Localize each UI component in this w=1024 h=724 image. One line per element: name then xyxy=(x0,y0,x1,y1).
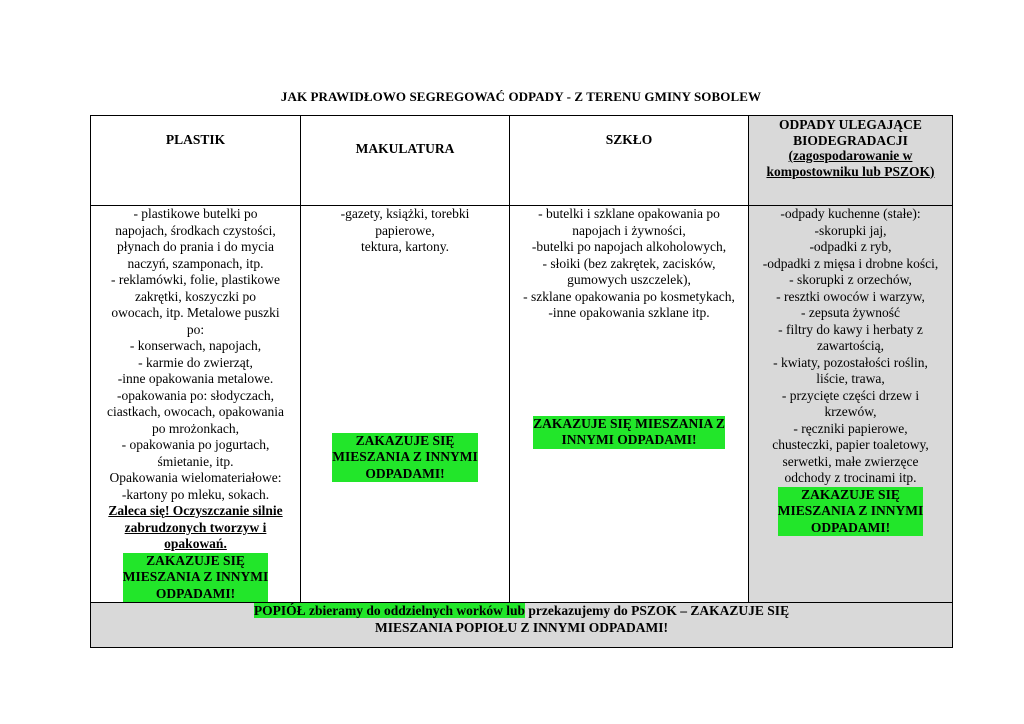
list-item: serwetki, małe zwierzęce xyxy=(782,453,919,469)
list-item: zawartością, xyxy=(816,338,885,353)
list-item: chusteczki, papier toaletowy, xyxy=(772,437,929,452)
list-item: -inne opakowania szklane itp. xyxy=(548,305,710,320)
list-item: śmietanie, itp. xyxy=(157,453,234,469)
list-item: - słoiki (bez zakrętek, zacisków, xyxy=(542,255,716,271)
header-szklo: SZKŁO xyxy=(510,116,749,206)
ash-notice-highlight: POPIÓŁ zbieramy do oddzielnych worków lub xyxy=(253,603,526,618)
list-item: -opakowania po: słodyczach, xyxy=(116,387,275,403)
list-item: napojach i żywności, xyxy=(572,222,686,238)
header-bio: ODPADY ULEGAJĄCE BIODEGRADACJI (zagospodarowanie w kompostowniku lub PSZOK) xyxy=(749,116,953,206)
szklo-cell xyxy=(510,206,749,603)
list-item: - filtry do kawy i herbaty z xyxy=(778,321,923,337)
list-item: -gazety, książki, torebki xyxy=(340,206,470,221)
list-item: po mrożonkach, xyxy=(152,420,239,436)
list-item: papierowe, xyxy=(375,222,435,238)
content-row xyxy=(91,206,953,603)
plastik-list xyxy=(93,206,298,503)
makulatura-list xyxy=(303,206,507,256)
header-makulatura: MAKULATURA xyxy=(301,116,510,206)
list-item: - zepsuta żywność xyxy=(801,305,900,320)
list-item: - resztki owoców i warzyw, xyxy=(776,288,925,304)
list-item: liście, trawa, xyxy=(816,371,885,386)
bio-warning: ZAKAZUJE SIĘ MIESZANIA Z INNYMI ODPADAMI! xyxy=(777,486,924,535)
footer-row xyxy=(91,603,953,648)
list-item: - karmie do zwierząt, xyxy=(138,354,253,370)
list-item: po: xyxy=(186,321,205,337)
list-item: - opakowania po jogurtach, xyxy=(121,437,270,452)
plastik-cell xyxy=(91,206,301,603)
list-item: -odpadki z mięsa i drobne kości, xyxy=(762,255,939,271)
list-item: Opakowania wielomateriałowe: xyxy=(109,470,282,485)
list-item: - szklane opakowania po kosmetykach, xyxy=(523,288,735,304)
list-item: naczyń, szamponach, itp. xyxy=(127,255,264,271)
plastik-warning: ZAKAZUJE SIĘ MIESZANIA Z INNYMI ODPADAMI! xyxy=(122,552,269,601)
list-item: -odpadki z ryb, xyxy=(809,239,892,254)
plastik-advice: Zaleca się! Oczyszczanie silnie zabrudzonych tworzyw i opakowań. xyxy=(108,503,283,551)
header-row xyxy=(91,116,953,206)
list-item: - konserwach, napojach, xyxy=(129,338,262,353)
list-item: zakrętki, koszyczki po xyxy=(134,288,257,304)
list-item: - plastikowe butelki po xyxy=(133,206,258,221)
list-item: -odpady kuchenne (stałe): xyxy=(780,206,921,221)
list-item: krzewów, xyxy=(824,404,877,419)
list-item: -skorupki jaj, xyxy=(814,222,887,238)
list-item: tektura, kartony. xyxy=(361,239,449,254)
szklo-warning: ZAKAZUJE SIĘ MIESZANIA Z INNYMI ODPADAMI! xyxy=(533,415,725,447)
makulatura-warning: ZAKAZUJE SIĘ MIESZANIA Z INNYMI ODPADAMI! xyxy=(332,432,478,481)
list-item: płynach do prania i do mycia xyxy=(116,239,275,254)
list-item: odchody z trocinami itp. xyxy=(784,470,917,485)
list-item: - skorupki z orzechów, xyxy=(789,272,912,287)
makulatura-cell xyxy=(301,206,510,603)
list-item: napojach, środkach czystości, xyxy=(115,222,276,238)
bio-cell xyxy=(749,206,953,603)
page-title: JAK PRAWIDŁOWO SEGREGOWAĆ ODPADY - Z TERENU GMINY SOBOLEW xyxy=(280,89,762,104)
szklo-list xyxy=(512,206,746,322)
list-item: - reklamówki, folie, plastikowe xyxy=(110,272,281,287)
ash-notice xyxy=(91,603,953,648)
bio-list xyxy=(751,206,950,487)
list-item: -inne opakowania metalowe. xyxy=(117,371,274,386)
header-plastik: PLASTIK xyxy=(91,116,301,206)
segregation-table xyxy=(90,115,953,648)
list-item: -butelki po napojach alkoholowych, xyxy=(531,239,727,254)
list-item: ciastkach, owocach, opakowania xyxy=(107,404,284,419)
list-item: -kartony po mleku, sokach. xyxy=(121,486,270,502)
list-item: owocach, itp. Metalowe puszki xyxy=(111,305,280,320)
list-item: gumowych uszczelek), xyxy=(567,272,691,287)
ash-notice-line2: MIESZANIA POPIOŁU Z INNYMI ODPADAMI! xyxy=(374,619,668,635)
ash-notice-rest: przekazujemy do PSZOK – ZAKAZUJE SIĘ xyxy=(525,603,790,618)
list-item: - kwiaty, pozostałości roślin, xyxy=(773,354,928,370)
list-item: - ręczniki papierowe, xyxy=(793,420,908,436)
list-item: - butelki i szklane opakowania po xyxy=(538,206,720,221)
list-item: - przycięte części drzew i xyxy=(781,387,920,403)
